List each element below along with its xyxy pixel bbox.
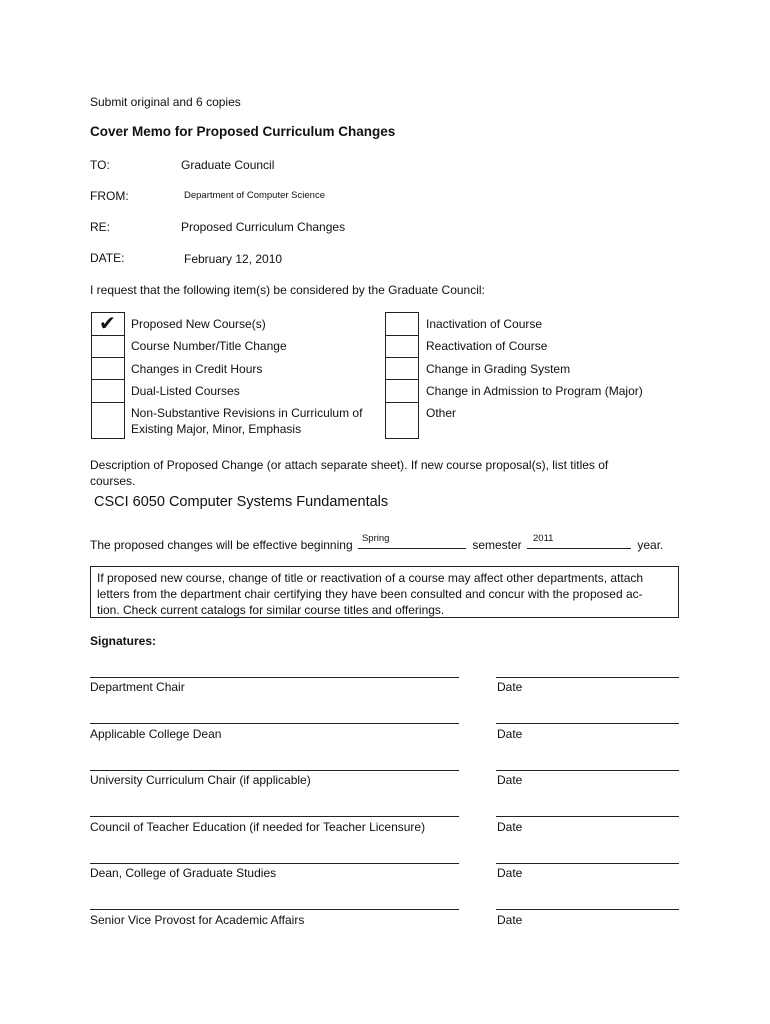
date-line[interactable] — [496, 863, 679, 864]
notice-line: tion. Check current catalogs for similar course titles and offerings. — [97, 603, 445, 617]
date-label: Date — [497, 820, 523, 834]
signature-label: Council of Teacher Education (if needed for Teacher Licensure) — [90, 820, 426, 834]
checklist-label: Other — [426, 406, 457, 420]
signature-line[interactable] — [90, 770, 459, 771]
signature-line[interactable] — [90, 723, 459, 724]
submit-instruction: Submit original and 6 copies — [90, 95, 241, 109]
signature-line[interactable] — [90, 816, 459, 817]
checkbox-proposed-new-course[interactable] — [91, 312, 125, 336]
checklist-label: Change in Admission to Program (Major) — [426, 384, 643, 398]
year-text: year. — [637, 538, 664, 552]
checklist-label: Dual-Listed Courses — [131, 384, 240, 398]
request-text: I request that the following item(s) be considered by the Graduate Council: — [90, 283, 485, 297]
notice-line: If proposed new course, change of title or reactivation of a course may affect other departments, attach — [97, 571, 644, 585]
checkbox-change-in-admission[interactable] — [385, 379, 419, 403]
checklist-label-continued: Existing Major, Minor, Emphasis — [131, 422, 302, 436]
semester-value: Spring — [361, 533, 390, 544]
to-label: TO: — [90, 158, 110, 172]
checkbox-inactivation-of-course[interactable] — [385, 312, 419, 336]
date-label: Date — [497, 773, 523, 787]
semester-text: semester — [472, 538, 522, 552]
description-instruction: Description of Proposed Change (or attach separate sheet). If new course proposal(s), list titles of — [90, 458, 609, 472]
checkbox-course-number-title-change[interactable] — [91, 335, 125, 359]
date-line[interactable] — [496, 909, 679, 910]
signature-line[interactable] — [90, 909, 459, 910]
notice-line: letters from the department chair certifying they have been consulted and concur with the proposed ac- — [97, 587, 643, 601]
effective-text: The proposed changes will be effective beginning — [90, 538, 353, 552]
checkbox-changes-in-credit-hours[interactable] — [91, 357, 125, 381]
date-line[interactable] — [496, 770, 679, 771]
date-line[interactable] — [496, 677, 679, 678]
signature-label: Department Chair — [90, 680, 185, 694]
checklist-label: Changes in Credit Hours — [131, 362, 263, 376]
signatures-heading: Signatures: — [90, 634, 157, 648]
course-title: CSCI 6050 Computer Systems Fundamentals — [94, 494, 389, 510]
checkbox-dual-listed-courses[interactable] — [91, 379, 125, 403]
date-label: Date — [497, 866, 523, 880]
year-value: 2011 — [533, 533, 554, 544]
signature-label: Dean, College of Graduate Studies — [90, 866, 277, 880]
date-value: February 12, 2010 — [184, 252, 283, 266]
signature-line[interactable] — [90, 863, 459, 864]
description-instruction-continued: courses. — [90, 474, 136, 488]
signature-label: Applicable College Dean — [90, 727, 222, 741]
checkbox-reactivation-of-course[interactable] — [385, 335, 419, 359]
signature-label: University Curriculum Chair (if applicable) — [90, 773, 311, 787]
checklist-label: Course Number/Title Change — [131, 339, 287, 353]
checklist-label: Change in Grading System — [426, 362, 571, 376]
year-field[interactable] — [527, 533, 631, 549]
date-label: Date — [497, 680, 523, 694]
date-line[interactable] — [496, 723, 679, 724]
checkbox-change-in-grading-system[interactable] — [385, 357, 419, 381]
to-value: Graduate Council — [181, 158, 275, 172]
page-title: Cover Memo for Proposed Curriculum Changes — [90, 124, 396, 139]
checklist-label: Proposed New Course(s) — [131, 317, 266, 331]
re-label: RE: — [90, 220, 111, 234]
checklist-label: Inactivation of Course — [426, 317, 543, 331]
re-value: Proposed Curriculum Changes — [181, 220, 346, 234]
checklist-label: Non-Substantive Revisions in Curriculum of — [131, 406, 363, 420]
signature-line[interactable] — [90, 677, 459, 678]
from-value: Department of Computer Science — [184, 190, 325, 201]
checkbox-non-substantive-revisions[interactable] — [91, 402, 125, 439]
checkbox-other[interactable] — [385, 402, 419, 439]
effective-line — [90, 533, 664, 552]
signature-label: Senior Vice Provost for Academic Affairs — [90, 913, 305, 927]
checklist-label: Reactivation of Course — [426, 339, 548, 353]
semester-field[interactable] — [358, 533, 466, 549]
date-label: Date — [497, 913, 523, 927]
date-label: Date — [497, 727, 523, 741]
notice-box — [90, 566, 679, 618]
date-label: DATE: — [90, 251, 125, 265]
from-label: FROM: — [90, 189, 129, 203]
date-line[interactable] — [496, 816, 679, 817]
checkmark-icon: ✔ — [99, 313, 116, 335]
